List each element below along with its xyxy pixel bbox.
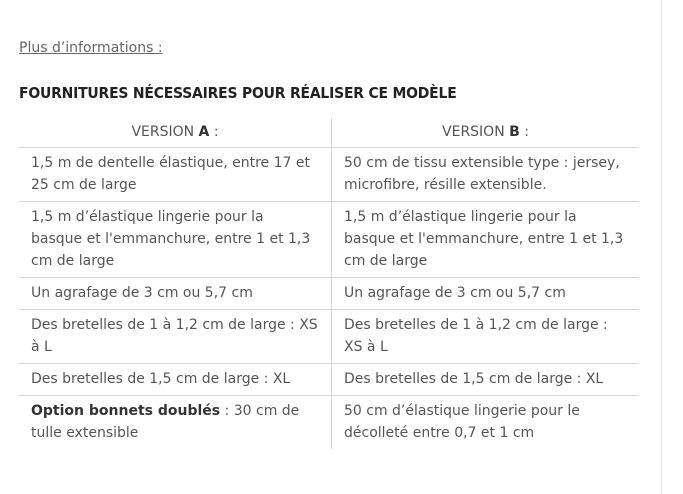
cell-version-b: Des bretelles de 1 à 1,2 cm de large : XS à L [344, 317, 608, 355]
cell-version-a: 1,5 m de dentelle élastique, entre 17 et 25 cm de large [19, 148, 332, 202]
more-info-link[interactable]: Plus d’informations : [19, 40, 163, 56]
table-row [19, 310, 639, 364]
cell-version-b: Un agrafage de 3 cm ou 5,7 cm [344, 285, 566, 301]
cell-version-b: Des bretelles de 1,5 cm de large : XL [344, 371, 604, 387]
cell-version-a: Des bretelles de 1 à 1,2 cm de large : XS à L [19, 310, 332, 364]
column-header-version-a: VERSION A : [19, 118, 332, 148]
page-edge-divider [661, 0, 662, 494]
cell-version-a: Des bretelles de 1,5 cm de large : XL [19, 364, 332, 396]
column-header-version-b: VERSION B : [442, 124, 529, 140]
table-row [19, 278, 639, 310]
cell-version-a: Un agrafage de 3 cm ou 5,7 cm [19, 278, 332, 310]
supplies-table [19, 118, 639, 449]
option-label: Option bonnets doublés [31, 403, 221, 419]
table-row [19, 396, 639, 450]
table-row [19, 364, 639, 396]
table-row [19, 148, 639, 202]
cell-version-a: Option bonnets doublés : 30 cm de tulle extensible [19, 396, 332, 450]
table-header-row [19, 118, 639, 148]
table-row [19, 202, 639, 278]
cell-version-b: 50 cm de tissu extensible type : jersey, microfibre, résille extensible. [344, 155, 620, 193]
supplies-heading: FOURNITURES NÉCESSAIRES POUR RÉALISER CE MODÈLE [19, 84, 457, 102]
cell-version-b: 1,5 m d’élastique lingerie pour la basque et l'emmanchure, entre 1 et 1,3 cm de large [344, 209, 624, 269]
cell-version-b: 50 cm d’élastique lingerie pour le décolleté entre 0,7 et 1 cm [344, 403, 580, 441]
cell-version-a: 1,5 m d’élastique lingerie pour la basque et l'emmanchure, entre 1 et 1,3 cm de large [19, 202, 332, 278]
